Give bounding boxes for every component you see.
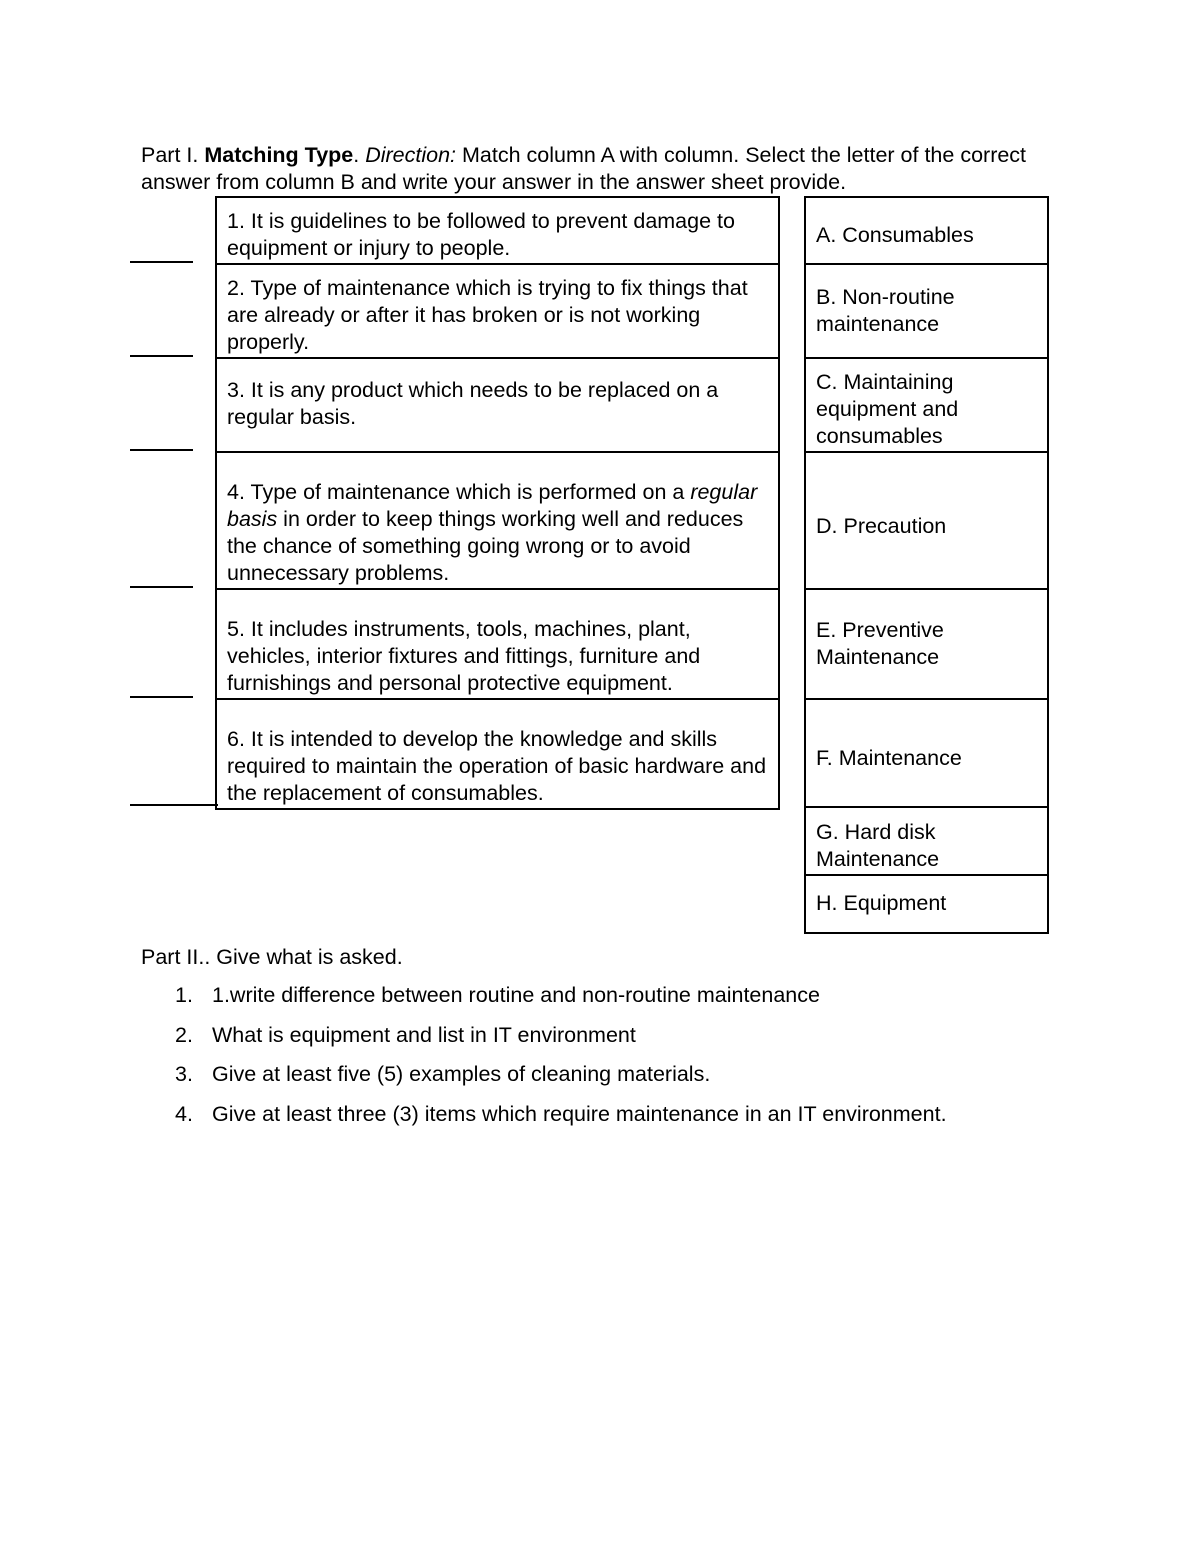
list-item: 1. 1.write difference between routine and non-routine maintenance <box>175 983 820 1007</box>
column-a-item: 1. It is guidelines to be followed to prevent damage to equipment or injury to people. <box>217 198 778 265</box>
column-a-item: 6. It is intended to develop the knowledge and skills required to maintain the operation of basic hardware and the replacement of consumables. <box>227 727 767 805</box>
column-b-table <box>804 196 1049 934</box>
column-b-item: F. Maintenance <box>806 700 1047 808</box>
part2-heading: Part II.. Give what is asked. <box>141 945 403 969</box>
column-b-item: C. Maintaining equipment and consumables <box>806 359 1047 453</box>
direction-text: Match column A with column. Select the letter of the correct answer from column B and write your answer in the answer sheet provide. <box>141 143 1027 194</box>
answer-blank-3[interactable] <box>130 449 193 451</box>
answer-blank-2[interactable] <box>130 355 193 357</box>
list-item: 3. Give at least five (5) examples of cleaning materials. <box>175 1062 711 1086</box>
column-a-item: 5. It includes instruments, tools, machines, plant, vehicles, interior fixtures and fittings, furniture and furnishings and personal protective equipment. <box>217 590 778 700</box>
part1-instructions <box>141 142 1071 196</box>
column-a-item: 2. Type of maintenance which is trying to fix things that are already or after it has broken or is not working properly. <box>217 265 778 359</box>
part1-prefix: Part I. <box>141 143 205 167</box>
column-b-item: B. Non-routine maintenance <box>806 265 1047 359</box>
answer-blank-1[interactable] <box>130 261 193 263</box>
column-b-item: A. Consumables <box>806 198 1047 265</box>
column-b-item: H. Equipment <box>816 891 947 915</box>
column-a-item: 3. It is any product which needs to be replaced on a regular basis. <box>217 359 778 453</box>
column-b-item: G. Hard disk Maintenance <box>806 808 1047 876</box>
part1-sep: . <box>353 143 366 167</box>
column-b-item: D. Precaution <box>806 453 1047 590</box>
answer-blank-6[interactable] <box>130 804 218 806</box>
answer-blank-4[interactable] <box>130 586 193 588</box>
part2-question-list <box>175 982 947 1140</box>
direction-label: Direction: <box>365 143 457 167</box>
list-item: 4. Give at least three (3) items which require maintenance in an IT environment. <box>175 1101 947 1126</box>
column-b-item: E. Preventive Maintenance <box>806 590 1047 700</box>
column-a-item: 4. Type of maintenance which is performed on a regular basis in order to keep things working well and reduces the chance of something going wrong or to avoid unnecessary problems. <box>217 453 778 590</box>
column-a-table <box>215 196 780 810</box>
answer-blank-5[interactable] <box>130 696 193 698</box>
list-item: 2. What is equipment and list in IT environment <box>175 1022 636 1047</box>
part1-heading: Matching Type <box>204 143 354 167</box>
